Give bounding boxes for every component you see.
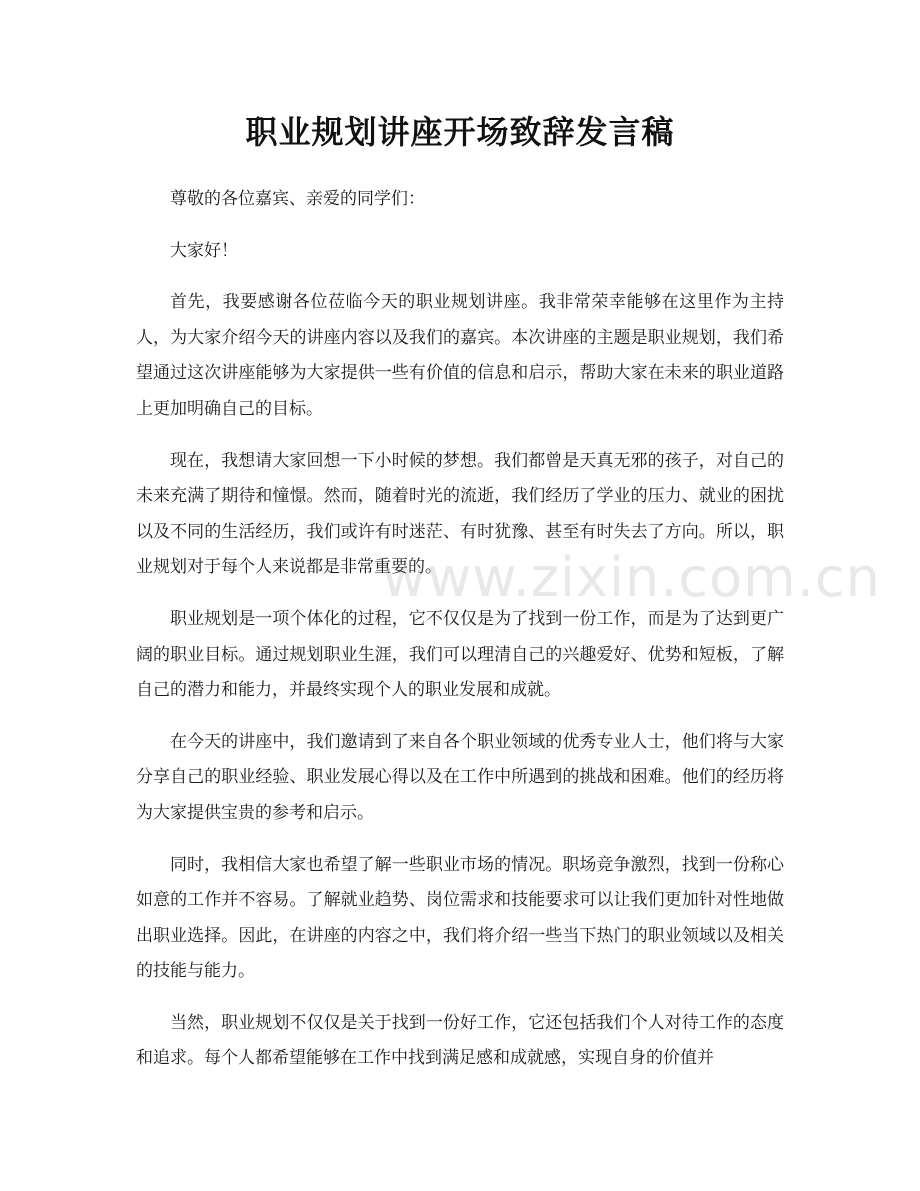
hello-paragraph: 大家好！ — [170, 240, 238, 261]
body-paragraph: 当然，职业规划不仅仅是关于找到一份好工作，它还包括我们个人对待工作的态度和追求。每个人都希望能够在工作中找到满足感和成就感，实现自身的价值并 — [136, 1012, 784, 1069]
document-title: 职业规划讲座开场致辞发言稿 — [245, 113, 675, 151]
document-body — [136, 182, 784, 1093]
body-paragraph: 在今天的讲座中，我们邀请到了来自各个职业领域的优秀专业人士，他们将与大家分享自己的职业经验、职业发展心得以及在工作中所遇到的挑战和困难。他们的经历将为大家提供宝贵的参考和启示。 — [136, 731, 784, 823]
body-paragraph: 同时，我相信大家也希望了解一些职业市场的情况。职场竞争激烈，找到一份称心如意的工作并不容易。了解就业趋势、岗位需求和技能要求可以让我们更加针对性地做出职业选择。因此，在讲座的内容之中，我们将介绍一些当下热门的职业领域以及相关的技能与能力。 — [136, 854, 784, 982]
body-paragraph: 首先，我要感谢各位莅临今天的职业规划讲座。我非常荣幸能够在这里作为主持人，为大家介绍今天的讲座内容以及我们的嘉宾。本次讲座的主题是职业规划，我们希望通过这次讲座能够为大家提供一些有价值的信息和启示，帮助大家在未来的职业道路上更加明确自己的目标。 — [136, 292, 784, 419]
body-paragraph: 职业规划是一项个体化的过程，它不仅仅是为了找到一份工作，而是为了达到更广阔的职业目标。通过规划职业生涯，我们可以理清自己的兴趣爱好、优势和短板，了解自己的潜力和能力，并最终实现个人的职业发展和成就。 — [136, 608, 784, 701]
body-paragraph: 现在，我想请大家回想一下小时候的梦想。我们都曾是天真无邪的孩子，对自己的未来充满了期待和憧憬。然而，随着时光的流逝，我们经历了学业的压力、就业的困扰以及不同的生活经历，我们或许有时迷茫、有时犹豫、甚至有时失去了方向。所以，职业规划对于每个人来说都是非常重要的。 — [136, 450, 784, 578]
watermark: www.zixin.com.cn — [382, 546, 881, 609]
greeting-paragraph: 尊敬的各位嘉宾、亲爱的同学们： — [170, 189, 425, 209]
